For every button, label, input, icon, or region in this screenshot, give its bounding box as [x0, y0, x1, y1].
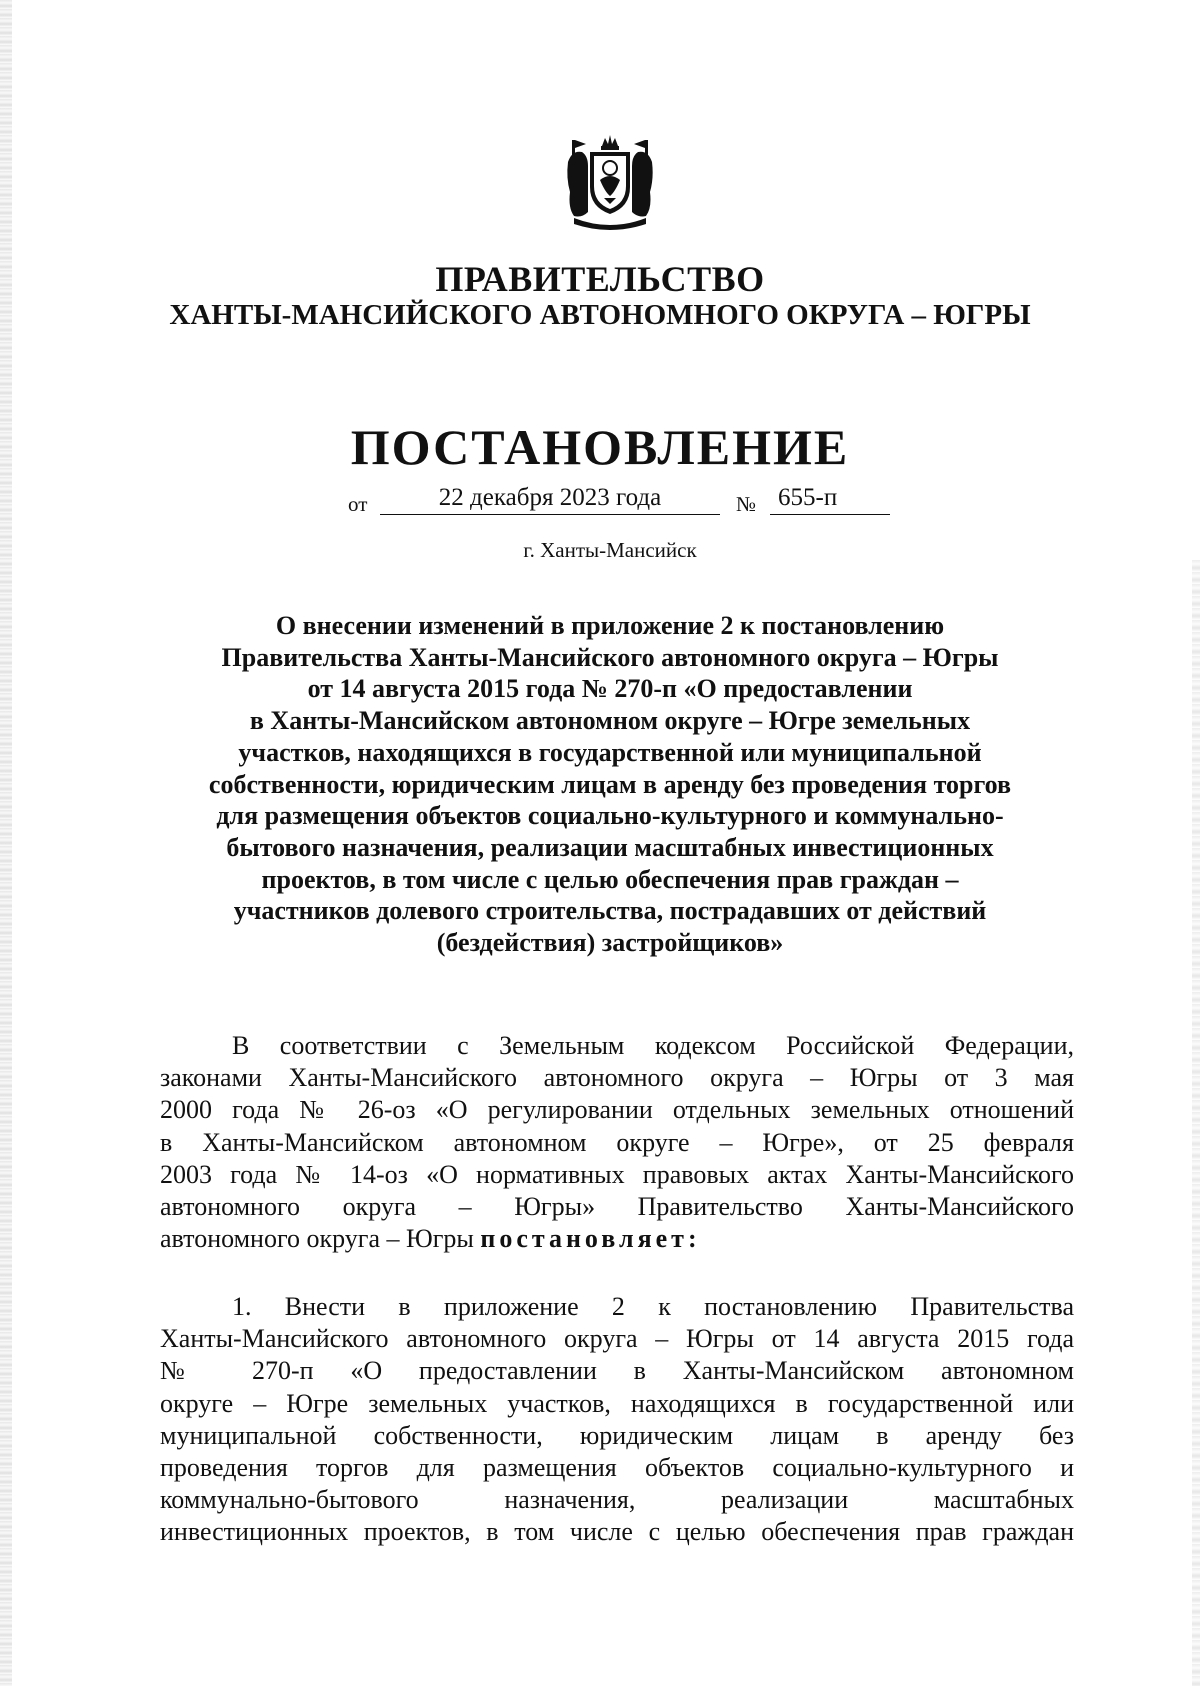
- preamble-paragraph: [160, 1030, 1074, 1255]
- government-region: ХАНТЫ-МАНСИЙСКОГО АВТОНОМНОГО ОКРУГА – ЮГРЫ: [169, 299, 1031, 331]
- item-line: № 270-п «О предоставлении в Ханты-Мансийском автономном: [160, 1356, 1074, 1386]
- item-line: муниципальной собственности, юридическим лицам в аренду без: [160, 1420, 1074, 1450]
- government-title: ПРАВИТЕЛЬСТВО: [435, 259, 765, 299]
- item-line: 1. Внести в приложение 2 к постановлению Правительства: [232, 1292, 1074, 1321]
- preamble-line: 2000 года № 26-оз «О регулировании отдельных земельных отношений: [160, 1095, 1074, 1125]
- subject-line: (бездействия) застройщиков»: [436, 928, 784, 958]
- scan-edge-right: [1192, 560, 1200, 1686]
- preamble-last-line: [160, 1223, 1074, 1255]
- subject-line: Правительства Ханты-Мансийского автономного округа – Югры: [221, 642, 999, 672]
- subject-line: участков, находящихся в государственной или муниципальной: [238, 737, 982, 767]
- item-line: округе – Югре земельных участков, находящихся в государственной или: [160, 1388, 1074, 1418]
- decree-colon: :: [687, 1224, 697, 1254]
- subject-line: бытового назначения, реализации масштабных инвестиционных: [226, 832, 994, 862]
- subject-line: от 14 августа 2015 года № 270-п «О предоставлении: [307, 674, 913, 704]
- document-subject: [170, 610, 1050, 959]
- subject-line: собственности, юридическим лицам в аренду без проведения торгов: [208, 769, 1012, 799]
- subject-line: О внесении изменений в приложение 2 к постановлению: [275, 611, 945, 640]
- document-city: г. Ханты-Мансийск: [523, 538, 697, 562]
- coat-of-arms-icon: [560, 132, 660, 232]
- document-type: ПОСТАНОВЛЕНИЕ: [350, 419, 850, 475]
- number-prefix: №: [736, 492, 757, 516]
- item-1-paragraph: [160, 1291, 1074, 1549]
- preamble-line: в Ханты-Мансийском автономном округе – Югре», от 25 февраля: [160, 1127, 1074, 1157]
- subject-line: для размещения объектов социально-культурного и коммунально-: [216, 801, 1004, 831]
- subject-line: в Ханты-Мансийском автономном округе – Югре земельных: [249, 706, 971, 736]
- scan-edge-left: [0, 0, 12, 1686]
- subject-line: проектов, в том числе с целью обеспечения прав граждан –: [261, 864, 959, 894]
- preamble-line: автономного округа – Югры» Правительство Ханты-Мансийского: [160, 1192, 1074, 1222]
- item-line: коммунально-бытового назначения, реализации масштабных: [160, 1485, 1074, 1515]
- preamble-last-text: автономного округа – Югры: [160, 1224, 481, 1254]
- date-prefix: от: [348, 492, 368, 516]
- preamble-line: В соответствии с Земельным кодексом Российской Федерации,: [232, 1031, 1074, 1060]
- preamble-line: законами Ханты-Мансийского автономного округа – Югры от 3 мая: [160, 1063, 1074, 1093]
- item-line: инвестиционных проектов, в том числе с целью обеспечения прав граждан: [160, 1517, 1074, 1547]
- document-date: 22 декабря 2023 года: [380, 484, 720, 515]
- decree-word: постановляет: [480, 1224, 688, 1254]
- document-number: 655-п: [770, 484, 890, 515]
- subject-line: участников долевого строительства, пострадавших от действий: [233, 896, 987, 926]
- item-line: проведения торгов для размещения объектов социально-культурного и: [160, 1453, 1074, 1483]
- date-number-row: [348, 484, 888, 520]
- item-line: Ханты-Мансийского автономного округа – Югры от 14 августа 2015 года: [160, 1324, 1074, 1354]
- preamble-line: 2003 года № 14-оз «О нормативных правовых актах Ханты-Мансийского: [160, 1159, 1074, 1189]
